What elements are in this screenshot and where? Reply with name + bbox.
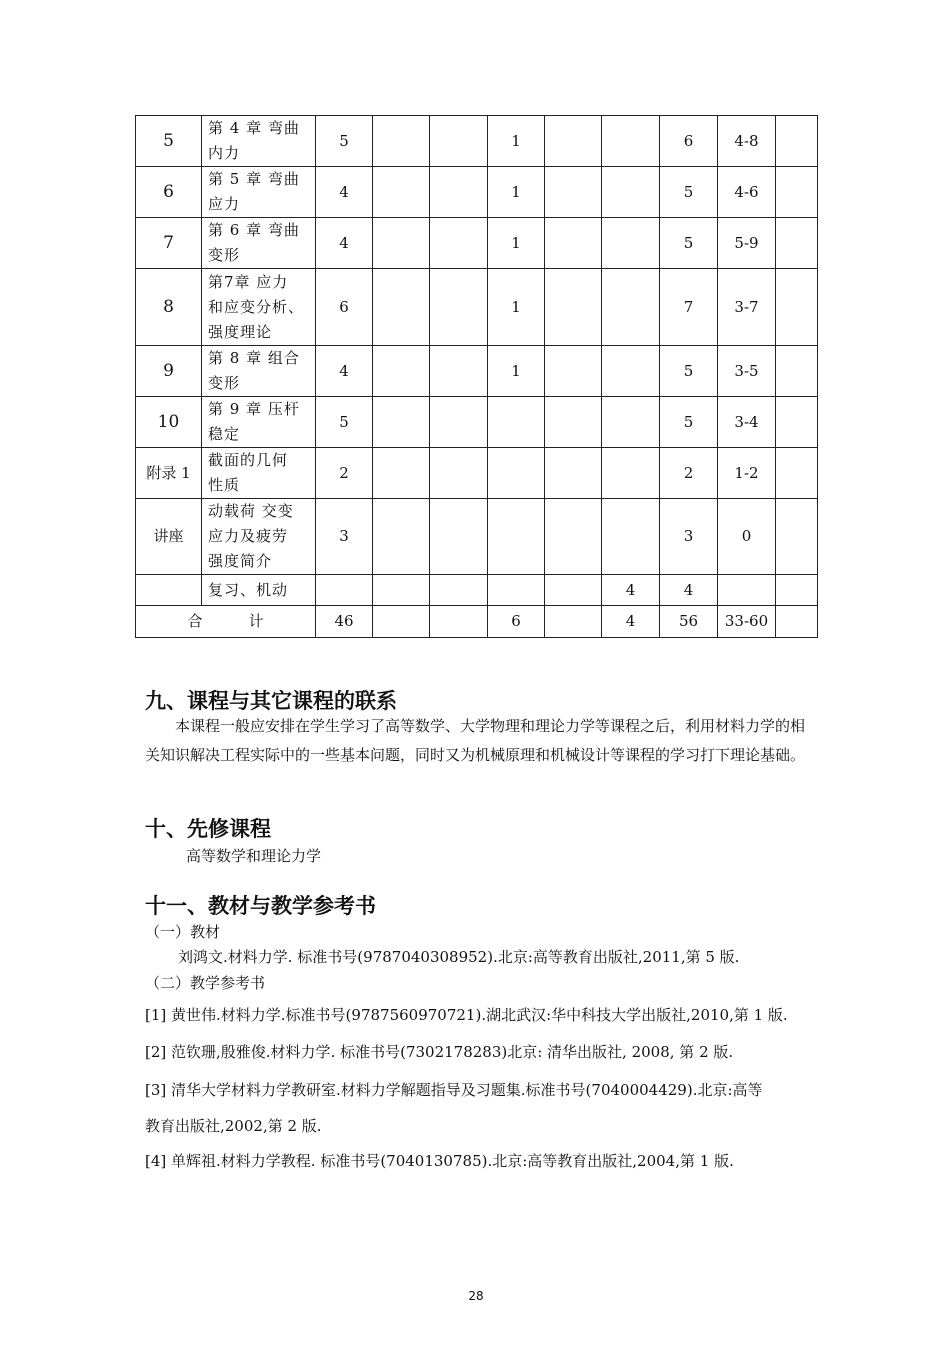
table-row <box>136 269 818 346</box>
reference-item: [4] 单辉祖.材料力学教程. 标准书号(7040130785).北京:高等教育出版社,2004,第 1 版. <box>145 1152 734 1170</box>
reference-item: [3] 清华大学材料力学教研室.材料力学解题指导及习题集.标准书号(7040004429).北京:高等 <box>145 1081 763 1099</box>
table-cell <box>430 346 488 397</box>
table-cell: 5 <box>660 218 718 269</box>
table-cell: 1 <box>488 116 545 167</box>
total-label-char-2: 计 <box>248 612 264 630</box>
table-cell: 1 <box>488 218 545 269</box>
references-subheading: （二）教学参考书 <box>145 974 266 992</box>
table-cell <box>430 167 488 218</box>
row-number: 5 <box>136 116 202 167</box>
reference-item: [2] 范钦珊,殷雅俊.材料力学. 标准书号(7302178283)北京: 清华出版社, 2008, 第 2 版. <box>145 1043 734 1061</box>
table-cell <box>776 167 818 218</box>
table-row <box>136 499 818 575</box>
table-cell: 5 <box>660 167 718 218</box>
table-cell <box>373 499 430 575</box>
table-cell <box>488 448 545 499</box>
table-cell: 5 <box>660 346 718 397</box>
table-cell <box>776 606 818 638</box>
table-cell <box>373 167 430 218</box>
table-cell <box>430 397 488 448</box>
table-cell <box>373 218 430 269</box>
row-number: 附录 1 <box>136 448 202 499</box>
chapter-title: 第 4 章 弯曲 内力 <box>202 116 316 167</box>
table-row <box>136 346 818 397</box>
table-cell <box>545 448 602 499</box>
row-number: 8 <box>136 269 202 346</box>
table-cell: 33-60 <box>718 606 776 638</box>
table-cell: 5 <box>316 116 373 167</box>
table-cell <box>776 346 818 397</box>
table-cell <box>602 448 660 499</box>
row-number: 6 <box>136 167 202 218</box>
row-number: 7 <box>136 218 202 269</box>
table-cell <box>373 575 430 606</box>
table-row <box>136 167 818 218</box>
section-10-body: 高等数学和理论力学 <box>186 847 322 865</box>
chapter-title: 截面的几何 性质 <box>202 448 316 499</box>
table-cell <box>776 116 818 167</box>
table-cell <box>545 116 602 167</box>
table-cell <box>545 575 602 606</box>
table-cell <box>602 167 660 218</box>
row-number: 讲座 <box>136 499 202 575</box>
table-cell: 4 <box>660 575 718 606</box>
table-cell: 5 <box>316 397 373 448</box>
course-hours-table <box>135 115 818 638</box>
table-cell <box>373 346 430 397</box>
table-cell <box>430 499 488 575</box>
table-cell: 2 <box>316 448 373 499</box>
table-cell: 2 <box>660 448 718 499</box>
table-cell <box>488 499 545 575</box>
row-number: 9 <box>136 346 202 397</box>
table-cell: 5-9 <box>718 218 776 269</box>
table-cell <box>488 575 545 606</box>
table-cell <box>430 218 488 269</box>
table-total-row <box>136 606 818 638</box>
total-label <box>136 606 316 638</box>
table-cell <box>488 397 545 448</box>
table-cell <box>373 448 430 499</box>
row-number: 10 <box>136 397 202 448</box>
table-cell <box>430 448 488 499</box>
chapter-title: 第 5 章 弯曲 应力 <box>202 167 316 218</box>
table-cell: 4 <box>316 218 373 269</box>
table-cell: 3 <box>316 499 373 575</box>
table-cell: 3-7 <box>718 269 776 346</box>
table-cell <box>602 116 660 167</box>
table-cell <box>430 269 488 346</box>
chapter-title: 第 9 章 压杆 稳定 <box>202 397 316 448</box>
table-cell: 56 <box>660 606 718 638</box>
chapter-title: 第 6 章 弯曲 变形 <box>202 218 316 269</box>
table-cell <box>602 269 660 346</box>
table-cell <box>545 346 602 397</box>
table-cell: 1 <box>488 269 545 346</box>
table-cell: 0 <box>718 499 776 575</box>
table-cell <box>545 499 602 575</box>
table-cell: 6 <box>488 606 545 638</box>
table-cell <box>316 575 373 606</box>
table-cell: 3-5 <box>718 346 776 397</box>
table-cell <box>430 575 488 606</box>
table-cell: 4 <box>316 346 373 397</box>
table-row <box>136 397 818 448</box>
chapter-title: 第 8 章 组合 变形 <box>202 346 316 397</box>
table-cell <box>776 575 818 606</box>
textbook-subheading: （一）教材 <box>145 923 221 941</box>
table-cell <box>776 397 818 448</box>
table-cell <box>373 116 430 167</box>
reference-item-continued: 教育出版社,2002,第 2 版. <box>145 1117 322 1135</box>
row-number <box>136 575 202 606</box>
table-row <box>136 575 818 606</box>
table-row <box>136 218 818 269</box>
table-cell <box>776 448 818 499</box>
table-cell: 6 <box>660 116 718 167</box>
textbook-entry: 刘鸿文.材料力学. 标准书号(9787040308952).北京:高等教育出版社,2011,第 5 版. <box>178 948 740 966</box>
chapter-title: 复习、机动 <box>202 575 316 606</box>
table-cell <box>373 606 430 638</box>
table-cell: 46 <box>316 606 373 638</box>
table-cell: 3 <box>660 499 718 575</box>
table-cell: 4 <box>602 606 660 638</box>
table-row <box>136 448 818 499</box>
table-cell <box>430 116 488 167</box>
table-cell <box>602 218 660 269</box>
table-cell: 7 <box>660 269 718 346</box>
total-label-char-1: 合 <box>187 612 203 630</box>
section-9-body: 本课程一般应安排在学生学习了高等数学、大学物理和理论力学等课程之后，利用材料力学的相关知识解决工程实际中的一些基本问题，同时又为机械原理和机械设计等课程的学习打下理论基础。 <box>145 717 806 764</box>
table-cell <box>545 606 602 638</box>
page-number: 28 <box>468 1289 484 1303</box>
table-cell: 1 <box>488 167 545 218</box>
table-cell <box>776 269 818 346</box>
section-11-title: 十一、教材与教学参考书 <box>145 894 376 918</box>
table-cell: 3-4 <box>718 397 776 448</box>
section-10-title: 十、先修课程 <box>145 817 271 841</box>
table-cell <box>430 606 488 638</box>
table-cell: 4 <box>602 575 660 606</box>
table-cell <box>776 499 818 575</box>
table-cell <box>545 397 602 448</box>
table-cell: 4-6 <box>718 167 776 218</box>
table-cell <box>602 346 660 397</box>
table-cell <box>373 397 430 448</box>
section-9-title: 九、课程与其它课程的联系 <box>145 689 397 713</box>
table-cell <box>545 269 602 346</box>
table-cell <box>373 269 430 346</box>
table-cell: 1-2 <box>718 448 776 499</box>
table-cell <box>718 575 776 606</box>
table-cell: 4 <box>316 167 373 218</box>
table-cell: 6 <box>316 269 373 346</box>
table-cell <box>602 499 660 575</box>
table-cell <box>545 167 602 218</box>
table-cell: 4-8 <box>718 116 776 167</box>
reference-item: [1] 黄世伟.材料力学.标准书号(9787560970721).湖北武汉:华中科技大学出版社,2010,第 1 版. <box>145 1006 788 1024</box>
table-cell: 1 <box>488 346 545 397</box>
table-cell: 5 <box>660 397 718 448</box>
table-row <box>136 116 818 167</box>
chapter-title: 动载荷 交变 应力及疲劳 强度简介 <box>202 499 316 575</box>
table-cell <box>776 218 818 269</box>
chapter-title: 第7章 应力 和应变分析、 强度理论 <box>202 269 316 346</box>
table-cell <box>602 397 660 448</box>
table-cell <box>545 218 602 269</box>
